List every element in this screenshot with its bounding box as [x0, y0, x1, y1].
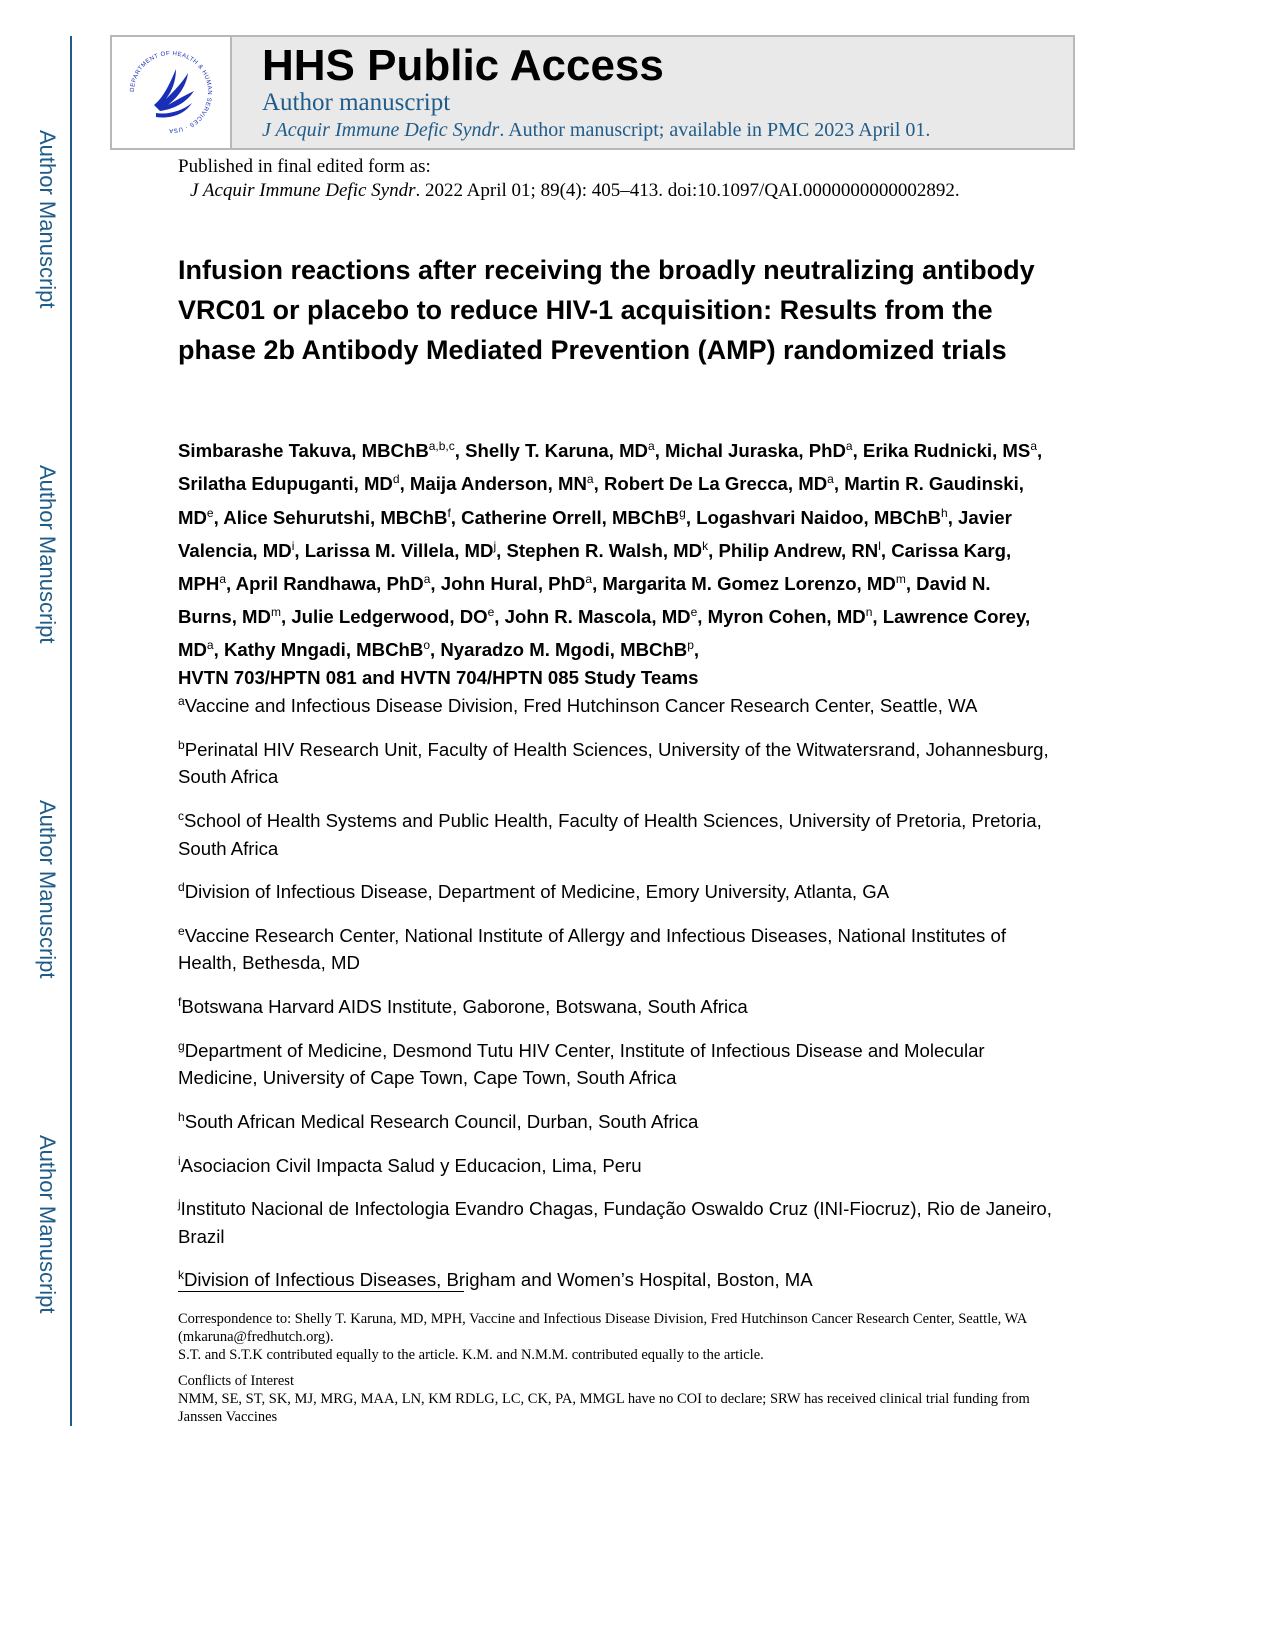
author-affiliation-marker: g [679, 505, 686, 520]
footnotes [178, 1310, 1058, 1426]
author-affiliation-marker: a [586, 472, 594, 487]
author-name: Martin R. Gaudinski, MD [178, 473, 1024, 528]
published-label: Published in final edited form as: [178, 156, 431, 177]
affiliation-marker: j [178, 1197, 181, 1212]
affiliation-item [178, 874, 1058, 906]
affiliation-marker: d [178, 880, 185, 895]
author-name: Robert De La Grecca, MD [603, 473, 828, 495]
svg-text:DEPARTMENT OF HEALTH & HUMAN S: DEPARTMENT OF HEALTH & HUMAN SERVICES · USA [129, 50, 213, 134]
author-name: Margarita M. Gomez Lorenzo, MD [602, 572, 896, 594]
author-name: David N. Burns, MD [178, 572, 991, 628]
affiliation-text: Asociacion Civil Impacta Salud y Educacion, Lima, Peru [180, 1154, 642, 1176]
author-name: Stephen R. Walsh, MD [506, 539, 703, 561]
author-affiliation-marker: l [878, 538, 881, 553]
author-affiliation-marker: o [423, 638, 430, 653]
author-name: Maija Anderson, MN [409, 473, 587, 495]
author-name: Lawrence Corey, MD [178, 606, 1031, 661]
hhs-eagle-icon [126, 47, 216, 137]
author-affiliation-marker: e [690, 604, 698, 619]
author-affiliation-marker: e [487, 604, 495, 619]
published-citation: J Acquir Immune Defic Syndr. 2022 April 01; 89(4): 405–413. doi:10.1097/QAI.0000000000002892. [190, 180, 960, 201]
author-affiliation-marker: n [865, 604, 873, 619]
author-name: Julie Ledgerwood, DO [291, 606, 488, 628]
affiliation-list [178, 688, 1058, 1306]
author-name: Larissa M. Villela, MD [304, 539, 494, 561]
author-name: Logashvari Naidoo, MBChB [696, 506, 942, 528]
author-affiliation-marker: a,b,c [428, 439, 455, 453]
author-affiliation-marker: a [423, 571, 431, 586]
author-name: John R. Mascola, MD [504, 606, 691, 628]
hhs-logo [112, 37, 232, 148]
author-affiliation-marker: h [941, 505, 948, 520]
affiliation-text: Division of Infectious Diseases, Brigham and Women’s Hospital, Boston, MA [184, 1269, 813, 1291]
banner-citation: J Acquir Immune Defic Syndr. Author manuscript; available in PMC 2023 April 01. [262, 119, 931, 141]
affiliation-item [178, 688, 1058, 720]
correspondence-note: Correspondence to: Shelly T. Karuna, MD, MPH, Vaccine and Infectious Disease Division, Fred Hutchinson Cancer Research Center, Seattle, WA (mkaruna@fredhutch.org). [178, 1311, 1027, 1345]
affiliation-item [178, 1104, 1058, 1136]
affiliation-marker: i [178, 1153, 181, 1168]
author-name: Catherine Orrell, MBChB [461, 506, 680, 528]
affiliation-marker: g [178, 1038, 185, 1053]
affiliation-item [178, 918, 1058, 977]
author-affiliation-marker: a [827, 472, 834, 487]
author-affiliation-marker: a [1030, 439, 1037, 453]
author-affiliation-marker: k [702, 538, 709, 553]
published-block [178, 155, 960, 203]
affiliation-marker: f [178, 994, 182, 1009]
author-name: Kathy Mngadi, MBChB [223, 639, 424, 661]
coi-heading: Conflicts of Interest [178, 1373, 294, 1389]
affiliation-text: Vaccine Research Center, National Institute of Allergy and Infectious Diseases, National Institutes of Health, Bethesda, MD [178, 924, 1007, 974]
author-name: Shelly T. Karuna, MD [465, 440, 648, 462]
author-name: Javier Valencia, MD [178, 506, 1012, 561]
author-name: Michal Juraska, PhD [665, 440, 846, 462]
affiliation-text: Division of Infectious Disease, Department of Medicine, Emory University, Atlanta, GA [184, 881, 890, 903]
author-names: Simbarashe Takuva, MBChB$^{a,b,c}$, Shelly T. Karuna, $MD^a$, Michal Juraska, PhD$^a$, Erika Rudnicki, $MS^a$, Srilatha Edupuganti, $MD^d$, Maija Anderson, $MN^a$, Robert De La Grecca, $MD^a$, Martin R. Gaudinski, MDe, Alice Sehurutshi, MBChB$^f$, Catherine Orrell, MBChB$^g$, Logashvari Naidoo, MBChB$^h$, Javier Valencia, $MD^i$, Larissa M. Villela, $MD^j$, Stephen R. Walsh, $MD^k$, Philip Andrew, $RN^l$, Carissa Karg, MPH$^a$, April Randhawa, PhD$^a$, John Hural, PhD$^a$, Margarita M. Gomez Lorenzo, $MD^m$, David N. Burns, $MD^m$, Julie Ledgerwood, $DO^e$, John R. Mascola, MDe, Myron Cohen, $MD^n$, Lawrence Corey, $MD^a$, Kathy Mngadi, MBChB$^o$, Nyaradzo M. Mgodi, MBChB$^p$, [178, 439, 1043, 661]
affiliation-text: Instituto Nacional de Infectologia Evandro Chagas, Fundação Oswaldo Cruz (INI-Fiocruz), Rio de Janeiro, Brazil [178, 1198, 1052, 1247]
author-affiliation-marker: e [206, 505, 214, 520]
affiliation-item [178, 1033, 1058, 1092]
affiliation-item [178, 732, 1058, 791]
banner-subtitle: Author manuscript [262, 89, 451, 116]
author-affiliation-marker: f [447, 505, 451, 520]
author-affiliation-marker: a [845, 439, 853, 453]
author-name: Simbarashe Takuva, MBChB [178, 440, 429, 462]
affiliation-text: Vaccine and Infectious Disease Division, Fred Hutchinson Cancer Research Center, Seattle, WA [184, 695, 978, 717]
affiliation-marker: h [178, 1109, 185, 1124]
author-name: Carissa Karg, MPH [178, 539, 1012, 594]
equal-contribution-note: S.T. and S.T.K contributed equally to the article. K.M. and N.M.M. contributed equally to the article. [178, 1347, 764, 1363]
affiliation-text: Perinatal HIV Research Unit, Faculty of Health Sciences, University of the Witwatersrand, Johannesburg, South Africa [178, 738, 1049, 788]
author-affiliation-marker: a [219, 571, 227, 586]
affiliation-marker: e [178, 923, 185, 938]
study-teams: HVTN 703/HPTN 081 and HVTN 704/HPTN 085 Study Teams [178, 667, 699, 689]
author-affiliation-marker: a [206, 638, 214, 653]
affiliation-marker: k [178, 1268, 184, 1283]
author-name: Alice Sehurutshi, MBChB [223, 506, 448, 528]
left-margin-rule [70, 36, 72, 1426]
author-affiliation-marker: a [585, 571, 593, 586]
hhs-banner [110, 35, 1075, 150]
author-affiliation-marker: j [493, 538, 497, 553]
article-title: Infusion reactions after receiving the broadly neutralizing antibody VRC01 or placebo to reduce HIV-1 acquisition: Results from the phase 2b Antibody Mediated Prevention (AMP) randomized trials [178, 255, 1035, 365]
author-name: Srilatha Edupuganti, MD [178, 473, 393, 495]
affiliation-item [178, 1191, 1058, 1250]
author-name: John Hural, PhD [440, 572, 586, 594]
author-affiliation-marker: a [648, 439, 655, 453]
author-affiliation-marker: m [895, 571, 906, 586]
author-name: Myron Cohen, MD [707, 606, 866, 628]
author-name: Philip Andrew, RN [718, 539, 879, 561]
author-affiliation-marker: m [270, 604, 281, 619]
affiliation-marker: a [178, 694, 185, 708]
affiliation-marker: b [178, 737, 185, 752]
author-list [178, 432, 1048, 692]
affiliation-text: South African Medical Research Council, Durban, South Africa [184, 1111, 699, 1132]
author-affiliation-marker: i [291, 538, 295, 553]
author-name: April Randhawa, PhD [235, 572, 424, 594]
coi-text: NMM, SE, ST, SK, MJ, MRG, MAA, LN, KM RDLG, LC, CK, PA, MMGL have no COI to declare; SRW has received clinical trial funding from Janssen Vaccines [178, 1391, 1030, 1425]
author-affiliation-marker: p [687, 638, 694, 653]
author-name: Erika Rudnicki, MS [862, 440, 1031, 462]
affiliation-text: Department of Medicine, Desmond Tutu HIV Center, Institute of Infectious Disease and Molecular Medicine, University of Cape Town, Cape Town, South Africa [178, 1039, 985, 1089]
affiliation-marker: c [178, 808, 184, 823]
affiliation-item [178, 1148, 1058, 1180]
affiliation-item [178, 989, 1058, 1021]
affiliation-text: Botswana Harvard AIDS Institute, Gaborone, Botswana, South Africa [181, 996, 748, 1018]
banner-title: HHS Public Access [262, 41, 664, 90]
author-affiliation-marker: d [392, 472, 400, 487]
affiliation-item [178, 1262, 1058, 1294]
affiliation-item [178, 803, 1058, 862]
footnote-rule [178, 1291, 464, 1292]
author-name: Nyaradzo M. Mgodi, MBChB [440, 639, 688, 661]
affiliation-text: School of Health Systems and Public Health, Faculty of Health Sciences, University of Pretoria, Pretoria, South Africa [178, 810, 1042, 859]
